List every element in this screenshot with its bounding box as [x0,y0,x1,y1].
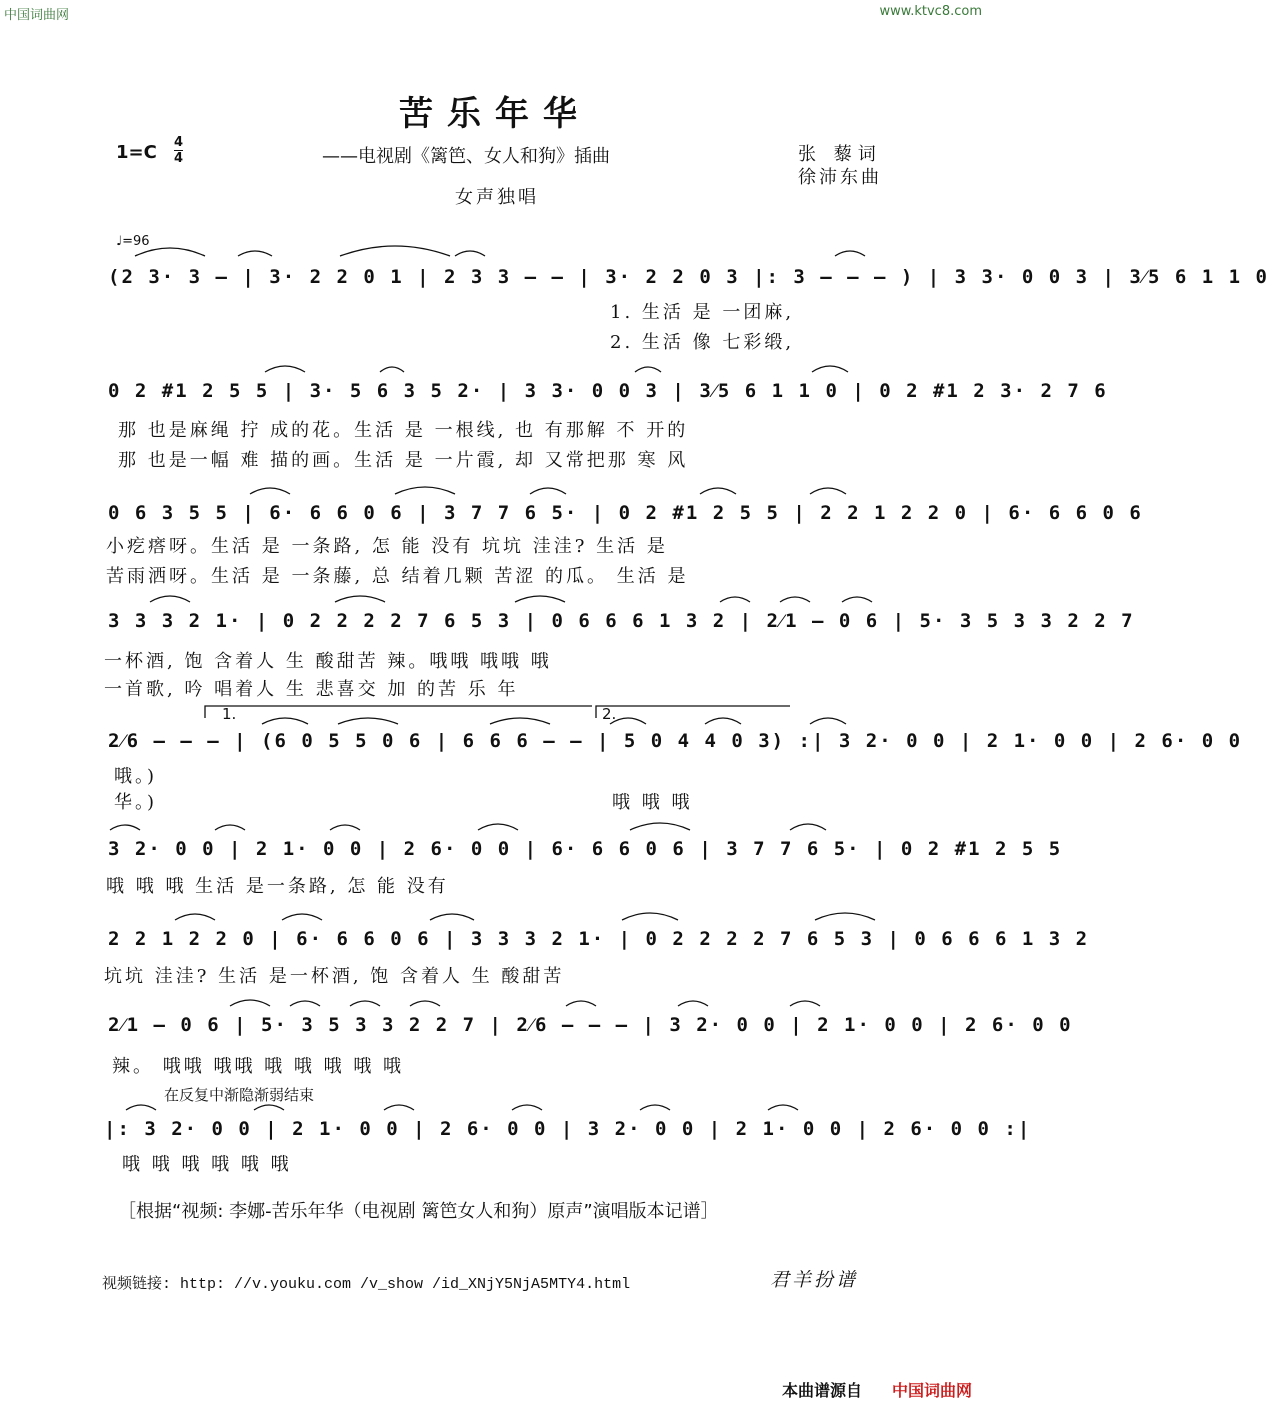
slur [835,251,865,256]
slur [678,1001,708,1006]
slur [238,251,272,256]
slur [566,1001,596,1006]
source-note: ［根据“视频: 李娜-苦乐年华（电视剧 篱笆女人和狗）原声”演唱版本记谱］ [118,1201,719,1222]
lyric-line-2-verse-1: 那 也是麻绳 拧 成的花。生活 是 一根线, 也 有那解 不 开的 [118,420,689,441]
slur [330,825,360,830]
slur [768,1105,798,1110]
slur [110,825,140,830]
lyric-line-5-verse-2: 华。) [114,792,158,813]
lyricist-credit: 张 藜词 [798,144,882,165]
lyric-line-6: 哦 哦 哦 生活 是一条路, 怎 能 没有 [106,876,449,897]
slur [780,597,810,602]
slur [512,1105,542,1110]
slur [815,913,875,920]
music-system-5: 2⁄6 – – – | (6 0 5 5 0 6 | 6 6 6 – – | 5 0 4 4 0 3) :| 3 2· 0 0 | 2 1· 0 0 | 2 6· 0 0 [108,730,1243,752]
slur [250,488,290,494]
slur [720,597,750,602]
lyric-line-1-verse-2: 2. 生活 像 七彩缎, [610,332,795,353]
music-system-7: 2 2 1 2 2 0 | 6· 6 6 0 6 | 3 3 3 2 1· | 0 2 2 2 2 7 6 5 3 | 0 6 6 6 1 3 2 [108,928,1090,950]
slur [340,246,450,256]
lyric-line-4-verse-2: 一首歌, 吟 唱着人 生 悲喜交 加 的苦 乐 年 [104,679,519,700]
slur [410,1001,440,1006]
slur [455,251,485,256]
composer-credit: 徐沛东曲 [798,167,882,188]
slur [430,914,474,920]
slur [380,367,404,372]
music-system-1: (2 3· 3 – | 3· 2 2 0 1 | 2 3 3 – – | 3· 2 2 0 3 |: 3 – – – ) | 3 3· 0 0 3 | 3⁄5 6 1 1 0 [108,266,1269,288]
tempo-marking: ♩=96 [116,234,150,249]
music-system-9: |: 3 2· 0 0 | 2 1· 0 0 | 2 6· 0 0 | 3 2· 0 0 | 2 1· 0 0 | 2 6· 0 0 :| [104,1118,1032,1140]
slur [515,596,565,602]
time-signature-top: 4 [174,135,184,150]
volta-2-bracket [596,706,790,718]
lyric-line-5-ending-2: 哦 哦 哦 [612,792,693,813]
watermark-top-left: 中国词曲网 [4,8,70,23]
slur [478,824,518,830]
slur [790,1001,820,1006]
music-system-4: 3 3 3 2 1· | 0 2 2 2 2 7 6 5 3 | 0 6 6 6 1 3 2 | 2⁄1 – 0 6 | 5· 3 5 3 3 2 2 7 [108,610,1135,632]
song-subtitle: ——电视剧《篱笆、女人和狗》插曲 [322,146,610,167]
volta-1-label: 1. [222,705,237,723]
slur [810,718,846,724]
slur [640,1105,670,1110]
slur [490,718,550,724]
footer-source-label: 本曲谱源自 [782,1381,863,1400]
slur [335,596,385,602]
time-signature-bottom: 4 [174,151,184,166]
lyric-line-9: 哦 哦 哦 哦 哦 哦 [122,1154,292,1175]
slur [622,913,678,920]
slur [395,487,455,494]
lyric-line-2-verse-2: 那 也是一幅 难 描的画。生活 是 一片霞, 却 又常把那 寒 风 [118,450,689,471]
slur [150,596,190,602]
slur [230,1000,270,1006]
volta-2-label: 2. [602,705,617,723]
slur [254,1105,284,1110]
slur [126,1105,156,1110]
song-title: 苦乐年华 [399,94,591,134]
music-system-8: 2⁄1 – 0 6 | 5· 3 5 3 3 2 2 7 | 2⁄6 – – – | 3 2· 0 0 | 2 1· 0 0 | 2 6· 0 0 [108,1014,1073,1036]
slur [338,718,398,724]
slur [610,718,646,724]
key-signature: 1=C [116,142,157,163]
slur [700,488,736,494]
slur [842,597,872,602]
music-system-6: 3 2· 0 0 | 2 1· 0 0 | 2 6· 0 0 | 6· 6 6 0 6 | 3 7 7 6 5· | 0 2 #1 2 5 5 [108,838,1063,860]
music-system-3: 0 6 3 5 5 | 6· 6 6 0 6 | 3 7 7 6 5· | 0 2 #1 2 5 5 | 2 2 1 2 2 0 | 6· 6 6 0 6 [108,502,1143,524]
slur [135,248,205,256]
footer-site-name: 中国词曲网 [892,1381,973,1400]
slur [282,914,322,920]
slur [350,1001,380,1006]
lyric-line-3-verse-2: 苦雨洒呀。生活 是 一条藤, 总 结着几颗 苦涩 的瓜。 生活 是 [106,566,689,587]
voice-type: 女声独唱 [455,187,539,208]
slur [265,366,305,372]
lyric-line-7: 坑坑 洼洼? 生活 是一杯酒, 饱 含着人 生 酸甜苦 [104,966,565,987]
performance-note: 在反复中渐隐渐弱结束 [164,1086,315,1104]
slur [635,367,661,372]
slur [790,824,826,830]
watermark-top-right: www.ktvc8.com [879,4,982,19]
lyric-line-5-verse-1: 哦。) [114,766,158,787]
slur [384,1105,414,1110]
lyric-line-4-verse-1: 一杯酒, 饱 含着人 生 酸甜苦 辣。哦哦 哦哦 哦 [104,651,552,672]
slur [175,914,215,920]
slur [262,718,308,724]
lyric-line-3-verse-1: 小疙瘩呀。生活 是 一条路, 怎 能 没有 坑坑 洼洼? 生活 是 [106,536,668,557]
slur [705,718,741,724]
volta-1-bracket [205,706,592,718]
slur [215,825,245,830]
music-system-2: 0 2 #1 2 5 5 | 3· 5 6 3 5 2· | 3 3· 0 0 3 | 3⁄5 6 1 1 0 | 0 2 #1 2 3· 2 7 6 [108,380,1108,402]
arranger-signature: 君羊扮谱 [770,1269,859,1291]
lyric-line-8: 辣。 哦哦 哦哦 哦 哦 哦 哦 哦 [112,1056,405,1077]
slur [290,1001,320,1006]
slur [630,823,690,830]
lyric-line-1-verse-1: 1. 生活 是 一团麻, [610,302,795,323]
slur [810,488,846,494]
slur [812,366,848,372]
video-link[interactable]: 视频链接: http: //v.youku.com /v_show /id_XNjY5NjA5MTY4.html [102,1276,631,1293]
slur [530,488,566,494]
